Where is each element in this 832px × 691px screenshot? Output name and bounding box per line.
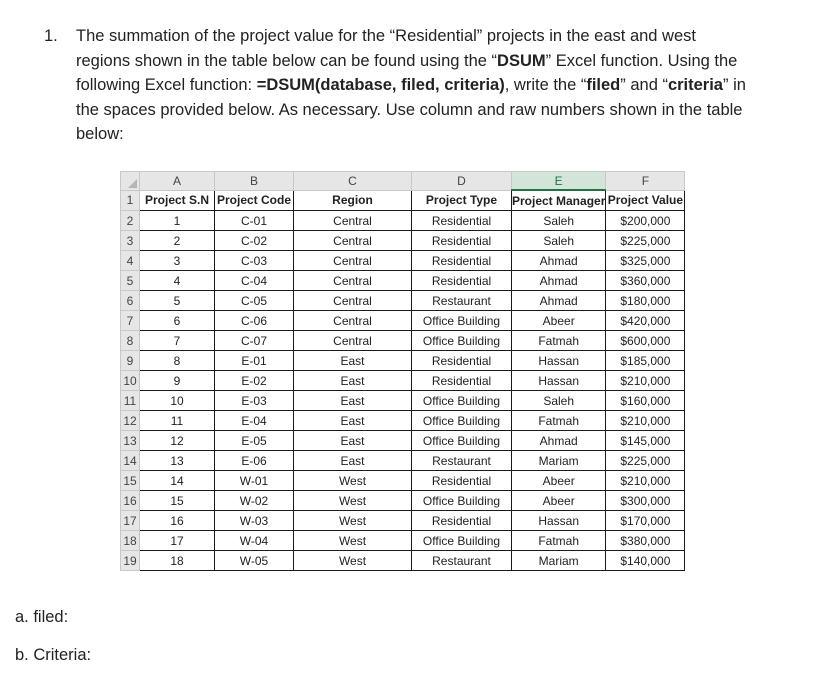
- select-all-corner: [121, 172, 140, 191]
- row-number: 6: [121, 291, 140, 311]
- table-row: [121, 551, 685, 571]
- header-cell: Project Code: [215, 190, 294, 211]
- dsum-keyword: DSUM: [497, 51, 546, 70]
- table-cell: $300,000: [606, 491, 685, 511]
- question-number: 1.: [44, 27, 58, 45]
- table-row: [121, 451, 685, 471]
- table-cell: W-01: [215, 471, 294, 491]
- table-cell: Restaurant: [412, 551, 512, 571]
- table-cell: $225,000: [606, 451, 685, 471]
- table-row: [121, 231, 685, 251]
- column-letter: F: [606, 172, 685, 191]
- table-cell: E-02: [215, 371, 294, 391]
- table-cell: C-02: [215, 231, 294, 251]
- row-number: 7: [121, 311, 140, 331]
- table-cell: $360,000: [606, 271, 685, 291]
- table-row: [121, 531, 685, 551]
- table-cell: West: [294, 551, 412, 571]
- table-cell: 12: [140, 431, 215, 451]
- table-cell: Central: [294, 231, 412, 251]
- table-cell: C-03: [215, 251, 294, 271]
- table-cell: C-07: [215, 331, 294, 351]
- table-cell: Central: [294, 251, 412, 271]
- row-number: 2: [121, 211, 140, 231]
- header-cell: Project Manager: [512, 190, 606, 211]
- table-row: [121, 371, 685, 391]
- table-cell: Fatmah: [512, 531, 606, 551]
- table-cell: Office Building: [412, 431, 512, 451]
- table-cell: $210,000: [606, 371, 685, 391]
- table-cell: C-01: [215, 211, 294, 231]
- table-row: [121, 271, 685, 291]
- table-cell: Abeer: [512, 311, 606, 331]
- row-number: 16: [121, 491, 140, 511]
- table-cell: Fatmah: [512, 411, 606, 431]
- table-cell: Residential: [412, 351, 512, 371]
- table-cell: $380,000: [606, 531, 685, 551]
- row-number: 14: [121, 451, 140, 471]
- table-cell: 3: [140, 251, 215, 271]
- table-cell: Hassan: [512, 351, 606, 371]
- table-cell: $180,000: [606, 291, 685, 311]
- table-cell: C-04: [215, 271, 294, 291]
- row-number: 19: [121, 551, 140, 571]
- table-cell: Central: [294, 311, 412, 331]
- header-row: [121, 190, 685, 211]
- table-row: [121, 351, 685, 371]
- table-cell: Residential: [412, 231, 512, 251]
- table-cell: Residential: [412, 251, 512, 271]
- table-cell: $160,000: [606, 391, 685, 411]
- table-cell: 18: [140, 551, 215, 571]
- table-cell: Ahmad: [512, 431, 606, 451]
- table-cell: 17: [140, 531, 215, 551]
- table-body: [121, 190, 685, 571]
- row-number: 8: [121, 331, 140, 351]
- header-cell: Project Value: [606, 190, 685, 211]
- table-cell: 7: [140, 331, 215, 351]
- criteria-keyword: criteria: [667, 76, 723, 94]
- table-cell: $200,000: [606, 211, 685, 231]
- table-cell: Office Building: [412, 331, 512, 351]
- table-cell: W-05: [215, 551, 294, 571]
- question-line: following Excel function: =DSUM(database, filed, criteria), write the “filed” and “criteria” in: [76, 76, 746, 94]
- table-cell: Office Building: [412, 391, 512, 411]
- column-letter: C: [294, 172, 412, 191]
- table-cell: 8: [140, 351, 215, 371]
- column-letter-row: [121, 172, 685, 191]
- table-cell: $170,000: [606, 511, 685, 531]
- table-row: [121, 411, 685, 431]
- table-cell: 11: [140, 411, 215, 431]
- table-cell: Central: [294, 211, 412, 231]
- table-cell: East: [294, 351, 412, 371]
- table-cell: Saleh: [512, 391, 606, 411]
- table-row: [121, 211, 685, 231]
- table-cell: E-06: [215, 451, 294, 471]
- row-number: 18: [121, 531, 140, 551]
- table-cell: W-03: [215, 511, 294, 531]
- table-cell: 1: [140, 211, 215, 231]
- table-cell: Central: [294, 331, 412, 351]
- table-cell: East: [294, 451, 412, 471]
- table-cell: Mariam: [512, 451, 606, 471]
- table-cell: 9: [140, 371, 215, 391]
- table-cell: West: [294, 491, 412, 511]
- table-cell: W-04: [215, 531, 294, 551]
- table-cell: $210,000: [606, 471, 685, 491]
- question-text: [76, 24, 814, 147]
- column-letter-selected: E: [512, 172, 606, 191]
- table-cell: $600,000: [606, 331, 685, 351]
- spreadsheet-screenshot: [120, 171, 685, 571]
- table-cell: Residential: [412, 371, 512, 391]
- table-cell: W-02: [215, 491, 294, 511]
- table-row: [121, 471, 685, 491]
- table-row: [121, 251, 685, 271]
- table-row: [121, 311, 685, 331]
- row-number: 15: [121, 471, 140, 491]
- table-cell: West: [294, 531, 412, 551]
- column-letter: D: [412, 172, 512, 191]
- table-cell: E-01: [215, 351, 294, 371]
- question-line: the spaces provided below. As necessary. Use column and raw numbers shown in the table: [76, 100, 743, 119]
- table-cell: Office Building: [412, 491, 512, 511]
- table-cell: Abeer: [512, 471, 606, 491]
- row-number: 10: [121, 371, 140, 391]
- table-cell: $325,000: [606, 251, 685, 271]
- table-cell: Fatmah: [512, 331, 606, 351]
- table-row: [121, 431, 685, 451]
- table-row: [121, 491, 685, 511]
- table-cell: $225,000: [606, 231, 685, 251]
- row-number: 12: [121, 411, 140, 431]
- table-cell: 14: [140, 471, 215, 491]
- question-block: [44, 24, 814, 147]
- table-cell: $140,000: [606, 551, 685, 571]
- column-letter: A: [140, 172, 215, 191]
- table-cell: Saleh: [512, 231, 606, 251]
- table-cell: Residential: [412, 471, 512, 491]
- table-cell: Residential: [412, 511, 512, 531]
- row-number: 17: [121, 511, 140, 531]
- project-table: [120, 171, 685, 571]
- table-cell: East: [294, 371, 412, 391]
- table-cell: Central: [294, 291, 412, 311]
- table-cell: 2: [140, 231, 215, 251]
- row-number: 5: [121, 271, 140, 291]
- table-cell: West: [294, 511, 412, 531]
- table-cell: 4: [140, 271, 215, 291]
- table-cell: $185,000: [606, 351, 685, 371]
- table-cell: 10: [140, 391, 215, 411]
- table-cell: Restaurant: [412, 291, 512, 311]
- column-letter: B: [215, 172, 294, 191]
- table-cell: C-05: [215, 291, 294, 311]
- table-cell: Hassan: [512, 511, 606, 531]
- table-cell: E-05: [215, 431, 294, 451]
- table-cell: Ahmad: [512, 251, 606, 271]
- table-cell: $420,000: [606, 311, 685, 331]
- table-cell: Ahmad: [512, 271, 606, 291]
- table-row: [121, 391, 685, 411]
- answer-a-label: a. filed:: [15, 608, 69, 626]
- table-cell: Mariam: [512, 551, 606, 571]
- table-cell: E-03: [215, 391, 294, 411]
- table-row: [121, 291, 685, 311]
- row-number: 9: [121, 351, 140, 371]
- header-cell: Region: [294, 190, 412, 211]
- question-line: regions shown in the table below can be found using the “DSUM” Excel function. Using the: [76, 51, 738, 70]
- table-cell: 6: [140, 311, 215, 331]
- table-cell: Office Building: [412, 531, 512, 551]
- filed-keyword: filed: [586, 76, 621, 94]
- table-cell: Central: [294, 271, 412, 291]
- table-cell: C-06: [215, 311, 294, 331]
- table-cell: Abeer: [512, 491, 606, 511]
- row-number: 11: [121, 391, 140, 411]
- table-cell: 5: [140, 291, 215, 311]
- table-cell: Office Building: [412, 411, 512, 431]
- answer-b-label: b. Criteria:: [15, 646, 92, 664]
- table-cell: Office Building: [412, 311, 512, 331]
- table-cell: Residential: [412, 211, 512, 231]
- table-cell: Saleh: [512, 211, 606, 231]
- dsum-formula: =DSUM(database, filed, criteria): [256, 76, 505, 94]
- question-line: The summation of the project value for the “Residential” projects in the east and west: [76, 27, 696, 45]
- table-cell: $210,000: [606, 411, 685, 431]
- question-line: below:: [76, 125, 124, 143]
- header-cell: Project S.N: [140, 190, 215, 211]
- table-cell: $145,000: [606, 431, 685, 451]
- row-number: 4: [121, 251, 140, 271]
- table-cell: East: [294, 431, 412, 451]
- table-cell: Restaurant: [412, 451, 512, 471]
- row-number: 3: [121, 231, 140, 251]
- table-cell: 16: [140, 511, 215, 531]
- table-cell: Residential: [412, 271, 512, 291]
- row-number: 13: [121, 431, 140, 451]
- table-cell: Hassan: [512, 371, 606, 391]
- table-cell: E-04: [215, 411, 294, 431]
- row-number: 1: [121, 190, 140, 211]
- table-cell: 15: [140, 491, 215, 511]
- table-cell: West: [294, 471, 412, 491]
- table-row: [121, 331, 685, 351]
- header-cell: Project Type: [412, 190, 512, 211]
- table-cell: 13: [140, 451, 215, 471]
- table-cell: Ahmad: [512, 291, 606, 311]
- table-cell: East: [294, 391, 412, 411]
- table-cell: East: [294, 411, 412, 431]
- table-row: [121, 511, 685, 531]
